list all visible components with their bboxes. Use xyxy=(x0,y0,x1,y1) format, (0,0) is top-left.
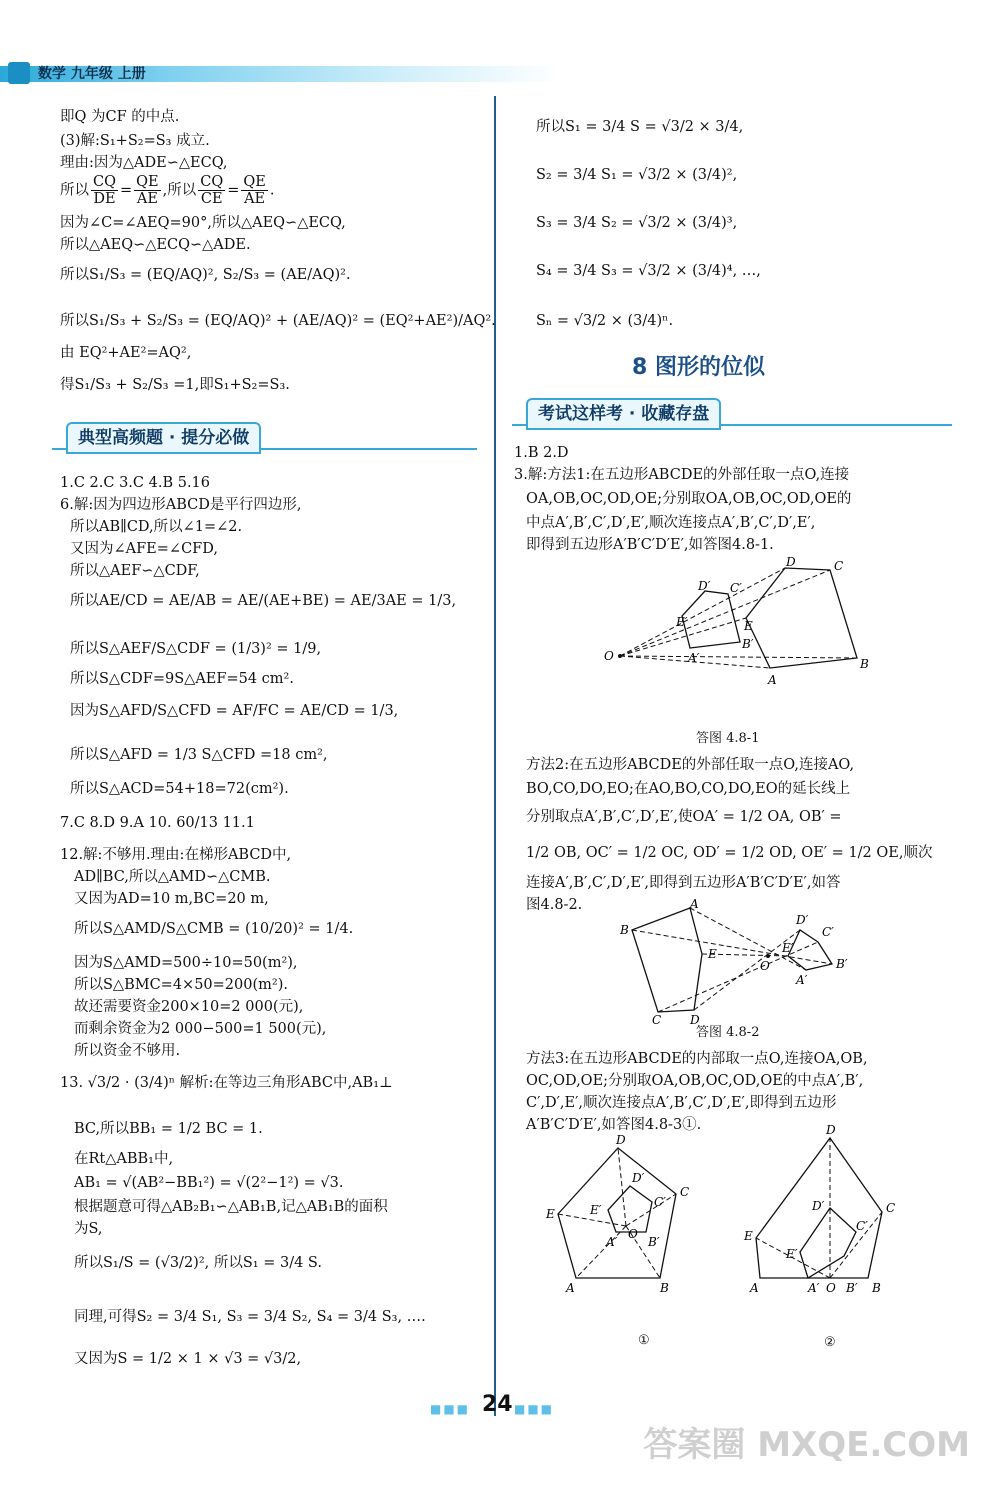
svg-text:D′: D′ xyxy=(796,913,809,927)
svg-text:B′: B′ xyxy=(846,1281,858,1295)
svg-text:E′: E′ xyxy=(782,941,794,955)
svg-text:A′: A′ xyxy=(808,1281,820,1295)
text-line: 所以S₁/S₃ = (EQ/AQ)², S₂/S₃ = (AE/AQ)². xyxy=(60,267,351,283)
answer-line: BC,所以BB₁ = 1/2 BC = 1. xyxy=(74,1121,263,1137)
answer-line: 而剩余资金为2 000−500=1 500(元), xyxy=(74,1021,327,1037)
page-dots-right: ■■■ xyxy=(514,1402,555,1416)
svg-text:D′: D′ xyxy=(632,1171,645,1185)
svg-text:A′: A′ xyxy=(688,651,700,665)
svg-text:A: A xyxy=(750,1281,759,1295)
answer-line: 故还需要资金200×10=2 000(元), xyxy=(74,999,304,1015)
answer-line: 方法3:在五边形ABCDE的内部取一点O,连接OA,OB, xyxy=(526,1051,868,1067)
svg-text:E: E xyxy=(744,619,753,633)
answer-line: 因为S△AFD/S△CFD = AF/FC = AE/CD = 1/3, xyxy=(70,703,399,719)
figure-4-8-2 xyxy=(610,897,870,1030)
answer-line: 1.B 2.D xyxy=(514,445,569,461)
text-line: (3)解:S₁+S₂=S₃ 成立. xyxy=(60,133,210,149)
svg-text:E: E xyxy=(744,1229,753,1243)
svg-text:E: E xyxy=(546,1207,555,1221)
svg-text:B′: B′ xyxy=(648,1235,660,1249)
svg-text:D: D xyxy=(786,555,796,569)
svg-text:D: D xyxy=(690,1013,700,1027)
answer-line: 所以S₁/S = (√3/2)², 所以S₁ = 3/4 S. xyxy=(74,1255,322,1271)
answer-line: 所以资金不够用. xyxy=(74,1043,181,1059)
figure-caption: 答图 4.8-2 xyxy=(696,1025,760,1040)
svg-text:D′: D′ xyxy=(812,1199,825,1213)
svg-text:C′: C′ xyxy=(730,581,742,595)
svg-text:O: O xyxy=(628,1227,638,1241)
section-title: 考试这样考 · 收藏存盘 xyxy=(526,398,721,430)
svg-text:C′: C′ xyxy=(654,1195,666,1209)
answer-line: S₄ = 3/4 S₃ = √3/2 × (3/4)⁴, …, xyxy=(536,263,761,279)
svg-text:D: D xyxy=(826,1123,836,1137)
answer-line: 即得到五边形A′B′C′D′E′,如答图4.8-1. xyxy=(526,537,774,553)
answer-line: 1/2 OB, OC′ = 1/2 OC, OD′ = 1/2 OD, OE′ = 1/2 OE,顺次 xyxy=(526,845,933,861)
answer-line: S₂ = 3/4 S₁ = √3/2 × (3/4)², xyxy=(536,167,738,183)
svg-text:A′: A′ xyxy=(796,973,808,987)
answer-line: 同理,可得S₂ = 3/4 S₁, S₃ = 3/4 S₂, S₄ = 3/4 S₃, …. xyxy=(74,1309,426,1325)
answer-line: 所以AE/CD = AE/AB = AE/(AE+BE) = AE/3AE = 1/3, xyxy=(70,593,457,609)
answer-line: 13. √3/2 · (3/4)ⁿ 解析:在等边三角形ABC中,AB₁⊥ xyxy=(60,1075,393,1091)
book-icon xyxy=(8,62,30,84)
answer-line: 所以S△BMC=4×50=200(m²). xyxy=(74,977,288,993)
svg-text:D′: D′ xyxy=(698,579,711,593)
text-line: 所以 $\frac{CQ}{DE}$ = $\frac{QE}{AE}$ ,所以 $\frac{CQ}{CE}$ = $\frac{QE}{AE}$ . xyxy=(60,174,275,207)
section-header xyxy=(512,398,952,430)
header-title: 数学 九年级 上册 xyxy=(38,66,146,82)
answer-line: 根据题意可得△AB₂B₁∽△AB₁B,记△AB₁B的面积 xyxy=(74,1199,388,1215)
svg-text:O: O xyxy=(760,959,770,973)
svg-text:E′: E′ xyxy=(786,1247,798,1261)
svg-text:C: C xyxy=(834,559,844,573)
text-line: 得S₁/S₃ + S₂/S₃ =1,即S₁+S₂=S₃. xyxy=(60,377,290,393)
answer-line: 又因为∠AFE=∠CFD, xyxy=(70,541,218,557)
page-number: 24 xyxy=(482,1392,513,1417)
svg-text:E′: E′ xyxy=(676,615,688,629)
svg-text:A: A xyxy=(566,1281,575,1295)
answer-line: OA,OB,OC,OD,OE;分别取OA,OB,OC,OD,OE的 xyxy=(526,491,852,507)
svg-text:B: B xyxy=(860,657,869,671)
svg-text:O: O xyxy=(826,1281,836,1295)
figure-label: ② xyxy=(824,1335,836,1350)
answer-line: OC,OD,OE;分别取OA,OB,OC,OD,OE的中点A′,B′, xyxy=(526,1073,864,1089)
text-line: 由 EQ²+AE²=AQ², xyxy=(60,345,192,361)
figure-4-8-1 xyxy=(590,555,870,738)
answer-line: 因为S△AMD=500÷10=50(m²), xyxy=(74,955,298,971)
svg-text:C: C xyxy=(652,1013,662,1027)
svg-text:B: B xyxy=(620,923,629,937)
answer-line: 又因为S = 1/2 × 1 × √3 = √3/2, xyxy=(74,1351,302,1367)
answer-line: 连接A′,B′,C′,D′,E′,即得到五边形A′B′C′D′E′,如答 xyxy=(526,875,841,891)
text-line: 因为∠C=∠AEQ=90°,所以△AEQ∽△ECQ, xyxy=(60,215,346,231)
answer-line: AD∥BC,所以△AMD∽△CMB. xyxy=(74,869,271,885)
svg-text:A: A xyxy=(768,673,777,687)
chapter-title: 8 图形的位似 xyxy=(632,355,765,380)
answer-line: 6.解:因为四边形ABCD是平行四边形, xyxy=(60,497,302,513)
svg-text:E′: E′ xyxy=(590,1203,602,1217)
answer-line: 所以AB∥CD,所以∠1=∠2. xyxy=(70,519,243,535)
svg-text:B′: B′ xyxy=(836,957,848,971)
answer-line: 所以S△ACD=54+18=72(cm²). xyxy=(70,781,289,797)
answer-line: 所以S₁ = 3/4 S = √3/2 × 3/4, xyxy=(536,119,744,135)
column-divider xyxy=(494,96,496,1416)
answer-line: 所以S△AMD/S△CMB = (10/20)² = 1/4. xyxy=(74,921,354,937)
text-line: 理由:因为△ADE∽△ECQ, xyxy=(60,155,228,171)
page-dots-left: ■■■ xyxy=(430,1402,471,1416)
answer-line: 所以S△AFD = 1/3 S△CFD =18 cm², xyxy=(70,747,328,763)
answer-line: 所以△AEF∽△CDF, xyxy=(70,563,200,579)
answer-line: 7.C 8.D 9.A 10. 60/13 11.1 xyxy=(60,815,255,831)
answer-line: 方法2:在五边形ABCDE的外部任取一点O,连接AO, xyxy=(526,757,855,773)
answer-line: 12.解:不够用.理由:在梯形ABCD中, xyxy=(60,847,292,863)
svg-text:C′: C′ xyxy=(856,1219,868,1233)
answer-line: Sₙ = √3/2 × (3/4)ⁿ. xyxy=(536,313,674,329)
page-header xyxy=(0,60,560,88)
answer-line: 图4.8-2. xyxy=(526,897,583,913)
svg-text:E: E xyxy=(708,947,717,961)
answer-line: 所以S△CDF=9S△AEF=54 cm². xyxy=(70,671,294,687)
svg-text:A′: A′ xyxy=(606,1235,618,1249)
svg-text:B: B xyxy=(872,1281,881,1295)
text-line: 所以S₁/S₃ + S₂/S₃ = (EQ/AQ)² + (AE/AQ)² = (EQ²+AE²)/AQ². xyxy=(60,313,496,329)
svg-text:C: C xyxy=(680,1185,690,1199)
watermark: 答案圈 MXQE.COM xyxy=(643,1425,970,1465)
section-header xyxy=(52,422,477,454)
answer-line: 又因为AD=10 m,BC=20 m, xyxy=(74,891,269,907)
answer-line: AB₁ = √(AB²−BB₁²) = √(2²−1²) = √3. xyxy=(74,1175,344,1191)
answer-line: 所以S△AEF/S△CDF = (1/3)² = 1/9, xyxy=(70,641,322,657)
svg-text:C: C xyxy=(886,1201,896,1215)
answer-line: 在Rt△ABB₁中, xyxy=(74,1151,174,1167)
svg-text:B′: B′ xyxy=(742,637,754,651)
svg-text:A: A xyxy=(690,897,699,911)
answer-line: A′B′C′D′E′,如答图4.8-3①. xyxy=(526,1117,702,1133)
svg-text:D: D xyxy=(616,1133,626,1147)
svg-text:C′: C′ xyxy=(822,925,834,939)
answer-line: S₃ = 3/4 S₂ = √3/2 × (3/4)³, xyxy=(536,215,738,231)
answer-line: 为S, xyxy=(74,1221,103,1237)
text-line: 所以△AEQ∽△ECQ∽△ADE. xyxy=(60,237,251,253)
answer-line: 中点A′,B′,C′,D′,E′,顺次连接点A′,B′,C′,D′,E′, xyxy=(526,515,816,531)
answer-line: BO,CO,DO,EO;在AO,BO,CO,DO,EO的延长线上 xyxy=(526,781,851,797)
answer-line: 1.C 2.C 3.C 4.B 5.16 xyxy=(60,475,210,491)
text-line: 即Q 为CF 的中点. xyxy=(60,109,180,125)
answer-line: 分别取点A′,B′,C′,D′,E′,使OA′ = 1/2 OA, OB′ = xyxy=(526,809,842,825)
svg-text:O: O xyxy=(604,649,614,663)
section-title: 典型高频题 · 提分必做 xyxy=(66,422,261,454)
answer-line: 3.解:方法1:在五边形ABCDE的外部任取一点O,连接 xyxy=(514,467,850,483)
svg-text:B: B xyxy=(660,1281,669,1295)
figure-caption: 答图 4.8-1 xyxy=(696,731,760,746)
figure-label: ① xyxy=(638,1333,650,1348)
answer-line: C′,D′,E′,顺次连接点A′,B′,C′,D′,E′,即得到五边形 xyxy=(526,1095,837,1111)
